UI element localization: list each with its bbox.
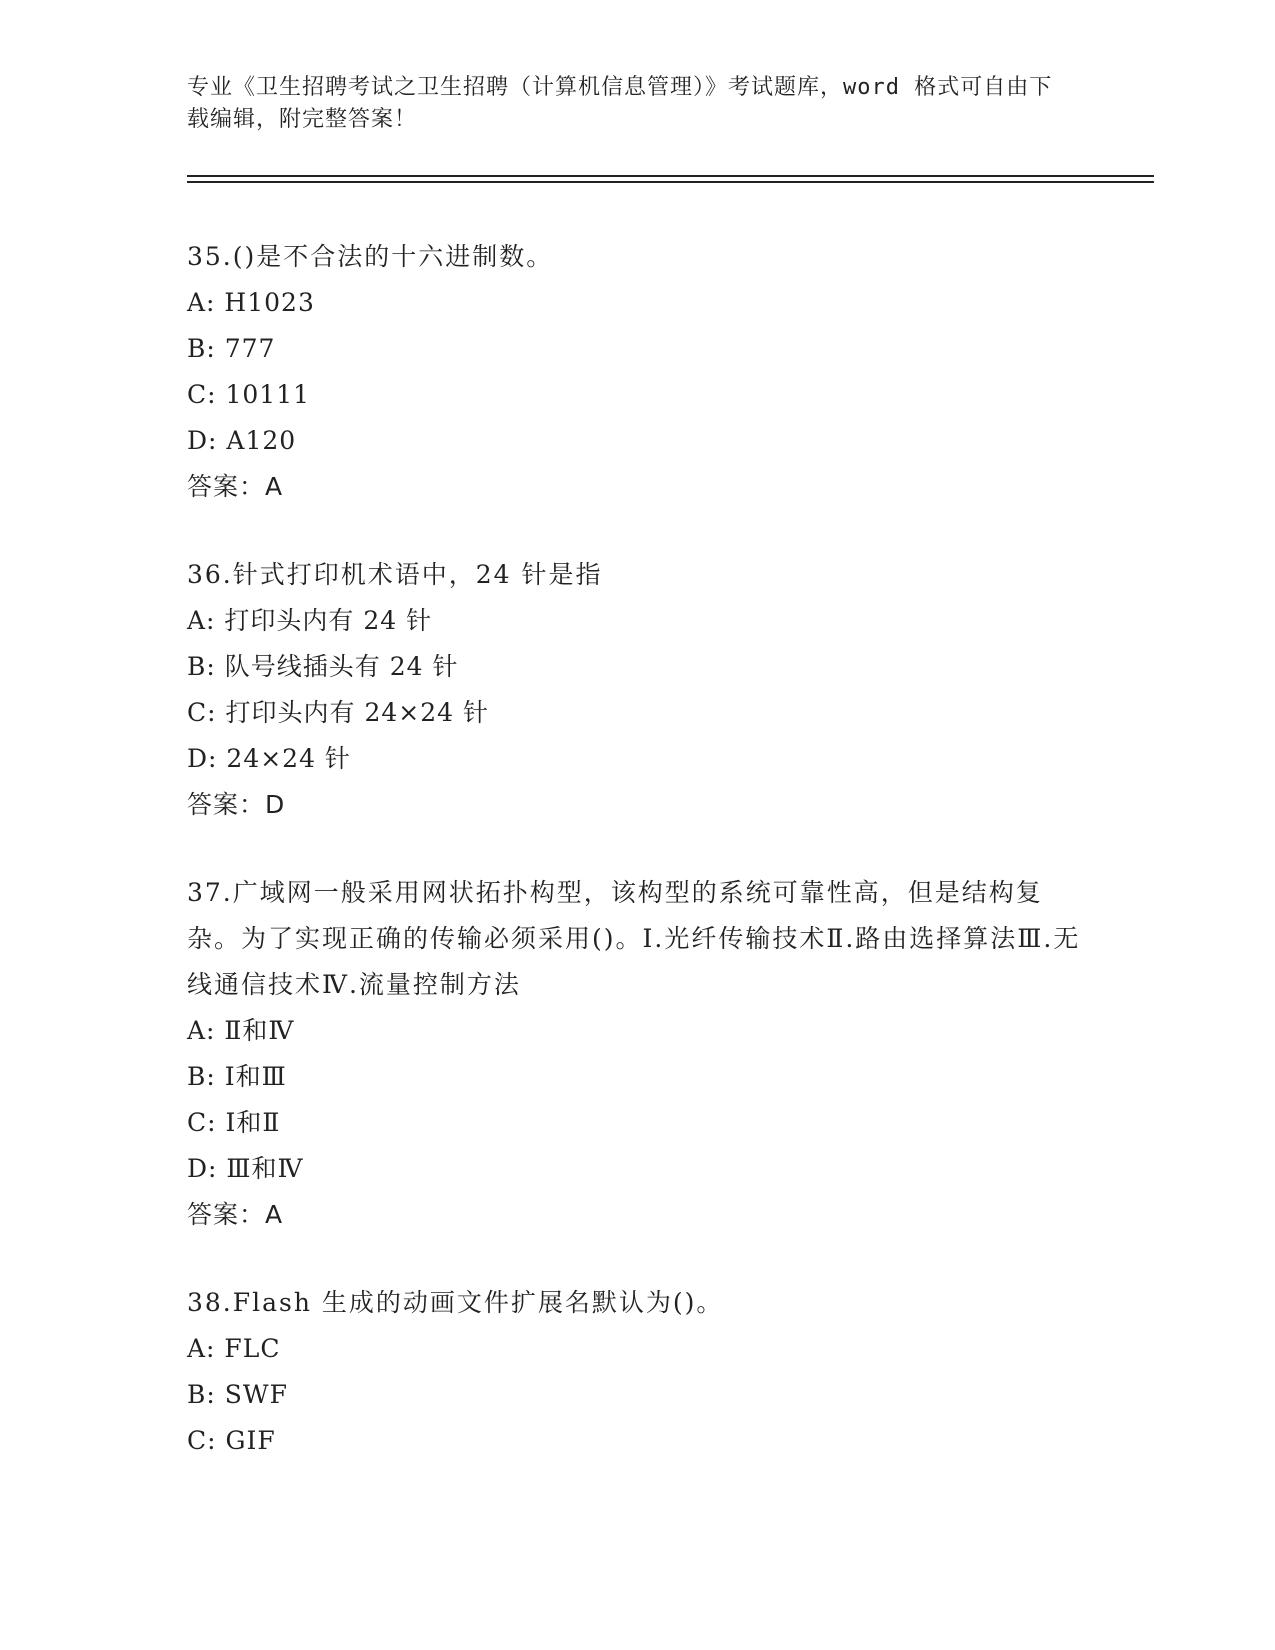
option-d: D: Ⅲ和Ⅳ [187,1154,304,1183]
option-b: B: SWF [187,1380,288,1409]
question-38 [187,1280,1087,1464]
option-c: C: GIF [187,1426,276,1455]
option-b: B: 777 [187,334,276,363]
option-b: B: 队号线插头有 24 针 [187,652,459,681]
option-c: C: 10111 [187,380,311,409]
option-c: C: Ⅰ和Ⅱ [187,1108,281,1137]
header-divider-bottom [187,181,1154,183]
question-stem: 36.针式打印机术语中，24 针是指 [187,560,603,589]
answer-line: 答案：D [187,790,286,819]
answer-line: 答案：A [187,472,284,501]
option-a: A: FLC [187,1334,281,1363]
option-b: B: Ⅰ和Ⅲ [187,1062,287,1091]
question-35 [187,234,1087,510]
option-a: A: 打印头内有 24 针 [187,606,433,635]
option-a: A: Ⅱ和Ⅳ [187,1016,295,1045]
option-a: A: H1023 [187,288,315,317]
document-intro: 专业《卫生招聘考试之卫生招聘（计算机信息管理）》考试题库，word 格式可自由下载编辑，附完整答案！ [187,75,1053,132]
option-c: C: 打印头内有 24×24 针 [187,698,489,727]
answer-line: 答案：A [187,1200,284,1229]
question-37 [187,870,1087,1238]
question-stem: 35.()是不合法的十六进制数。 [187,242,554,271]
header-divider-top [187,175,1154,177]
option-d: D: 24×24 针 [187,744,351,773]
option-d: D: A120 [187,426,297,455]
question-stem: 37.广域网一般采用网状拓扑构型，该构型的系统可靠性高，但是结构复杂。为了实现正确的传输必须采用()。Ⅰ.光纤传输技术Ⅱ.路由选择算法Ⅲ.无线通信技术Ⅳ.流量控制方法 [187,878,1081,999]
question-stem: 38.Flash 生成的动画文件扩展名默认为()。 [187,1288,724,1317]
question-36 [187,552,1087,828]
